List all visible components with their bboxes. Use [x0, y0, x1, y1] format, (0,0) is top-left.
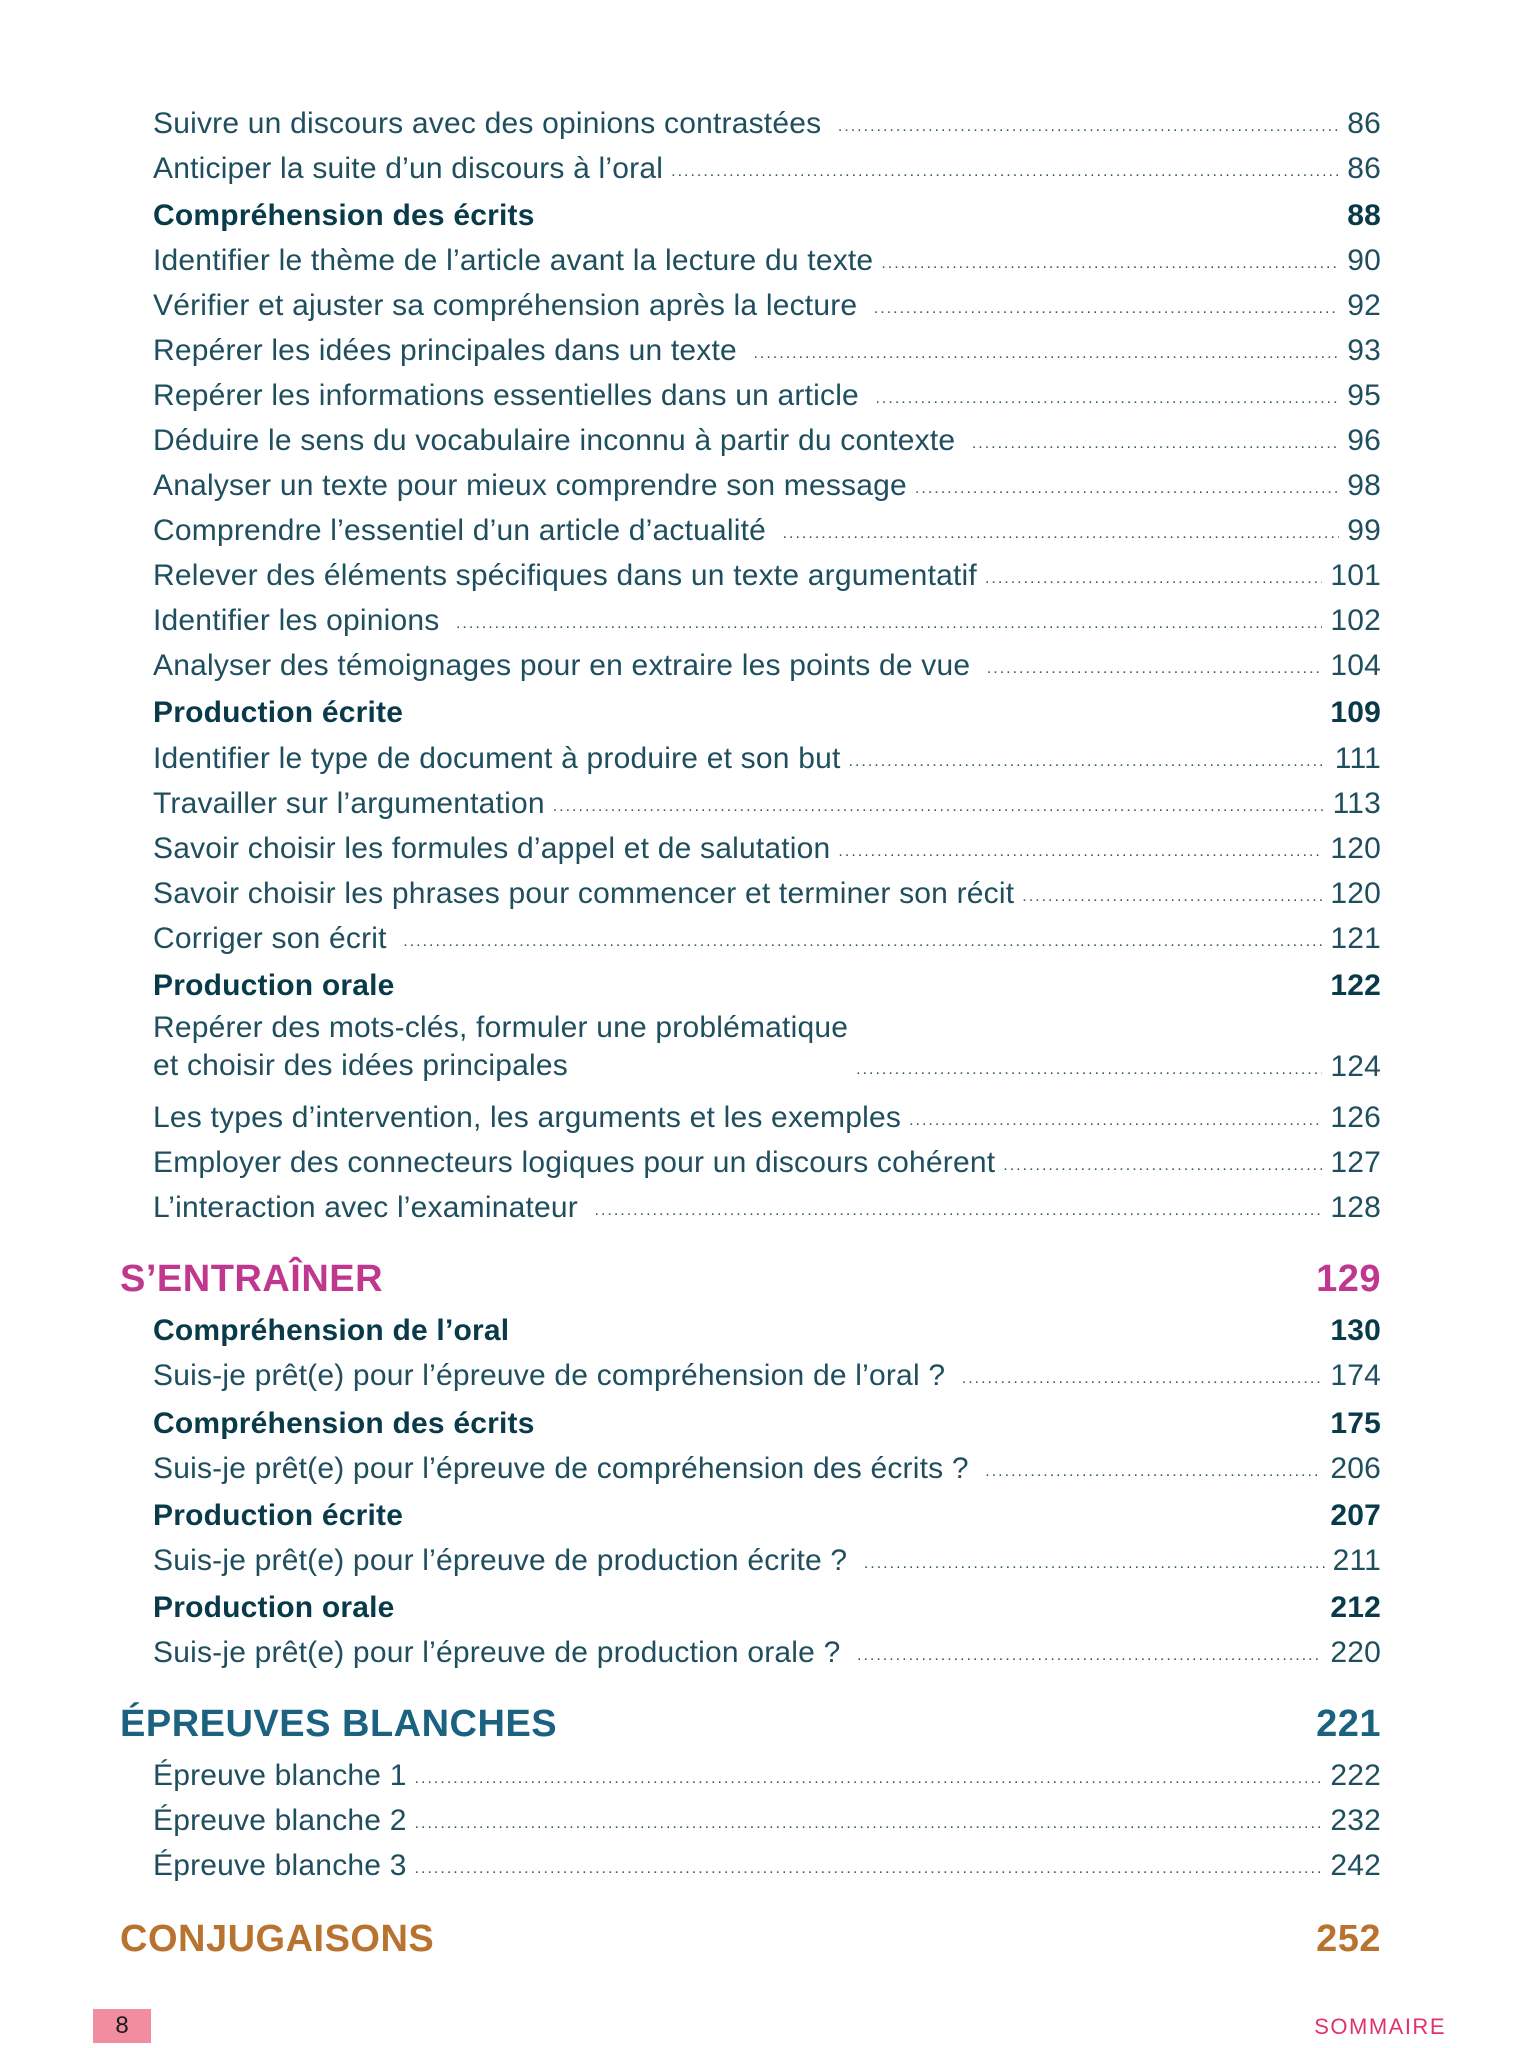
toc-section[interactable]: [120, 1250, 1381, 1302]
dot-leader: [874, 301, 1339, 317]
toc-entry-label: Suis-je prêt(e) pour l’épreuve de compréhension de l’oral ?: [153, 1359, 954, 1392]
toc-entry[interactable]: [153, 823, 1381, 867]
toc-subheading[interactable]: [153, 1305, 1381, 1349]
toc-entry[interactable]: [153, 1137, 1381, 1181]
page-number-badge: 8: [93, 2009, 151, 2043]
toc-entry-page: 104: [1330, 649, 1381, 682]
toc-entry-label: Employer des connecteurs logiques pour un discours cohérent: [153, 1146, 996, 1179]
toc-entry-label: Vérifier et ajuster sa compréhension après la lecture: [153, 289, 866, 322]
dot-leader: [875, 391, 1339, 407]
footer-title: SOMMAIRE: [1314, 2014, 1446, 2039]
toc-entry-page: 113: [1332, 787, 1381, 820]
toc-entry-page: 101: [1330, 559, 1381, 592]
toc-entry-page: 232: [1330, 1804, 1381, 1837]
toc-entry-page: 88: [1347, 199, 1381, 232]
toc-entry[interactable]: [153, 415, 1381, 459]
toc-entry-page: 86: [1347, 107, 1381, 140]
toc-entry-page: 130: [1330, 1314, 1381, 1347]
toc-entry-label: Relever des éléments spécifiques dans un texte argumentatif: [153, 559, 977, 592]
toc-subheading[interactable]: [153, 1398, 1381, 1442]
toc-entry-page: 86: [1347, 152, 1381, 185]
toc-entry[interactable]: [153, 1795, 1381, 1839]
dot-leader: [838, 119, 1339, 135]
toc-entry[interactable]: [153, 778, 1381, 822]
toc-entry-label: Identifier le type de document à produire et son but: [153, 742, 841, 775]
toc-entry[interactable]: [153, 1005, 1381, 1085]
toc-entry[interactable]: [153, 370, 1381, 414]
toc-entry-page: 99: [1347, 514, 1381, 547]
dot-leader: [881, 256, 1339, 272]
toc-entry-label: Identifier les opinions: [153, 604, 448, 637]
dot-leader: [415, 1771, 1323, 1787]
toc-entry[interactable]: [153, 1535, 1381, 1579]
toc-entry-label: Savoir choisir les phrases pour commencer et terminer son récit: [153, 877, 1015, 910]
toc-entry[interactable]: [153, 1092, 1381, 1136]
toc-entry-label: Repérer les informations essentielles dans un article: [153, 379, 868, 412]
dot-leader: [962, 1371, 1323, 1387]
toc-entry-page: 129: [1316, 1258, 1381, 1300]
toc-entry-page: 222: [1330, 1759, 1381, 1792]
toc-entry-label: Repérer les idées principales dans un texte: [153, 334, 746, 367]
toc-subheading[interactable]: [153, 1490, 1381, 1534]
toc-entry-page: 90: [1347, 244, 1381, 277]
toc-entry[interactable]: [153, 235, 1381, 279]
toc-entry-page: 211: [1332, 1544, 1381, 1577]
dot-leader: [671, 164, 1339, 180]
toc-entry-label: L’interaction avec l’examinateur: [153, 1191, 587, 1224]
toc-entry-label: Déduire le sens du vocabulaire inconnu à partir du contexte: [153, 424, 964, 457]
toc-entry[interactable]: [153, 1627, 1381, 1671]
toc-entry-label: Compréhension des écrits: [153, 199, 535, 232]
toc-entry-page: 252: [1316, 1918, 1381, 1960]
dot-leader: [415, 1861, 1323, 1877]
dot-leader: [456, 616, 1322, 632]
toc-entry[interactable]: [153, 1182, 1381, 1226]
toc-entry-page: 124: [1330, 1050, 1381, 1083]
dot-leader: [783, 526, 1340, 542]
toc-entry[interactable]: [153, 1750, 1381, 1794]
toc-entry-label: Épreuve blanche 2: [153, 1804, 407, 1837]
toc-entry-label: Anticiper la suite d’un discours à l’oral: [153, 152, 664, 185]
toc-entry[interactable]: [153, 913, 1381, 957]
toc-entry-page: 95: [1347, 379, 1381, 412]
toc-entry-page: 206: [1330, 1452, 1381, 1485]
toc-entry-label: Suis-je prêt(e) pour l’épreuve de production orale ?: [153, 1636, 849, 1669]
toc-entry-page: 102: [1330, 604, 1381, 637]
dot-leader: [856, 1062, 1322, 1078]
toc-entry[interactable]: [153, 460, 1381, 504]
toc-entry-page: 93: [1347, 334, 1381, 367]
toc-entry[interactable]: [153, 1443, 1381, 1487]
toc-entry[interactable]: [153, 505, 1381, 549]
dot-leader: [415, 1816, 1323, 1832]
toc-entry-label: Épreuve blanche 3: [153, 1849, 407, 1882]
toc-entry-page: 109: [1330, 696, 1381, 729]
toc-entry-label: Production orale: [153, 1591, 395, 1624]
dot-leader: [1003, 1158, 1322, 1174]
dot-leader: [753, 346, 1339, 362]
toc-subheading[interactable]: [153, 1582, 1381, 1626]
toc-entry-page: 207: [1330, 1499, 1381, 1532]
toc-entry-page: 242: [1330, 1849, 1381, 1882]
toc-entry-page: 128: [1330, 1191, 1381, 1224]
toc-entry-label: Production orale: [153, 969, 395, 1002]
toc-entry-label: Suis-je prêt(e) pour l’épreuve de production écrite ?: [153, 1544, 856, 1577]
dot-leader: [838, 844, 1322, 860]
dot-leader: [985, 1464, 1322, 1480]
toc-entry-page: 212: [1330, 1591, 1381, 1624]
toc-entry-label: Comprendre l’essentiel d’un article d’actualité: [153, 514, 775, 547]
toc-entry-label: Suivre un discours avec des opinions contrastées: [153, 107, 830, 140]
toc-entry-page: 120: [1330, 832, 1381, 865]
dot-leader: [857, 1648, 1322, 1664]
dot-leader: [1022, 889, 1322, 905]
toc-entry-page: 221: [1316, 1703, 1381, 1745]
toc-entry-page: 126: [1330, 1101, 1381, 1134]
dot-leader: [909, 1113, 1322, 1129]
toc-entry-label: Travailler sur l’argumentation: [153, 787, 545, 820]
toc-entry-label: Suis-je prêt(e) pour l’épreuve de compréhension des écrits ?: [153, 1452, 978, 1485]
toc-entry[interactable]: [153, 143, 1381, 187]
dot-leader: [553, 799, 1325, 815]
toc-entry-page: 220: [1330, 1636, 1381, 1669]
dot-leader: [972, 436, 1339, 452]
toc-entry-label: Analyser un texte pour mieux comprendre son message: [153, 469, 907, 502]
toc-entry-page: 174: [1330, 1359, 1381, 1392]
toc-entry-page: 120: [1330, 877, 1381, 910]
toc-entry[interactable]: [153, 595, 1381, 639]
toc-entry-page: 127: [1330, 1146, 1381, 1179]
toc-entry-label: Identifier le thème de l’article avant la lecture du texte: [153, 244, 874, 277]
toc-entry-label: Épreuve blanche 1: [153, 1759, 407, 1792]
toc-entry[interactable]: [153, 733, 1381, 777]
toc-section[interactable]: [120, 1695, 1381, 1747]
toc-entry-page: 92: [1347, 289, 1381, 322]
toc-section[interactable]: [120, 1910, 1381, 1962]
toc-entry[interactable]: [153, 550, 1381, 594]
toc-entry[interactable]: [153, 640, 1381, 684]
toc-subheading[interactable]: [153, 190, 1381, 234]
toc-entry-label: S’ENTRAÎNER: [120, 1258, 384, 1300]
toc-entry[interactable]: [153, 1840, 1381, 1884]
toc-entry-label: ÉPREUVES BLANCHES: [120, 1703, 558, 1745]
toc-entry-page: 121: [1330, 922, 1381, 955]
toc-entry-page: 111: [1334, 742, 1381, 775]
toc-entry-label: CONJUGAISONS: [120, 1918, 435, 1960]
dot-leader: [985, 571, 1322, 587]
toc-entry-page: 98: [1347, 469, 1381, 502]
dot-leader: [864, 1556, 1325, 1572]
toc-entry-label: Production écrite: [153, 696, 404, 729]
dot-leader: [849, 754, 1327, 770]
dot-leader: [403, 934, 1322, 950]
toc-entry-label: Les types d’intervention, les arguments et les exemples: [153, 1101, 902, 1134]
dot-leader: [915, 481, 1339, 497]
toc-entry-label: Compréhension de l’oral: [153, 1314, 510, 1347]
toc-entry[interactable]: [153, 1350, 1381, 1394]
toc-entry-page: 96: [1347, 424, 1381, 457]
toc-entry-page: 122: [1330, 969, 1381, 1002]
toc-subheading[interactable]: [153, 960, 1381, 1004]
toc-entry-label: Compréhension des écrits: [153, 1407, 535, 1440]
dot-leader: [595, 1203, 1323, 1219]
toc-entry[interactable]: [153, 868, 1381, 912]
toc-subheading[interactable]: [153, 687, 1381, 731]
dot-leader: [987, 661, 1323, 677]
toc-entry-label: Production écrite: [153, 1499, 404, 1532]
toc-entry-page: 175: [1330, 1407, 1381, 1440]
toc-entry-label: Corriger son écrit: [153, 922, 396, 955]
toc-entry[interactable]: [153, 98, 1381, 142]
toc-entry-label: Repérer des mots-clés, formuler une problématique et choisir des idées principales: [153, 1011, 849, 1082]
toc-entry[interactable]: [153, 280, 1381, 324]
toc-entry-label: Analyser des témoignages pour en extraire les points de vue: [153, 649, 979, 682]
toc-entry-label: Savoir choisir les formules d’appel et de salutation: [153, 832, 831, 865]
toc-entry[interactable]: [153, 325, 1381, 369]
